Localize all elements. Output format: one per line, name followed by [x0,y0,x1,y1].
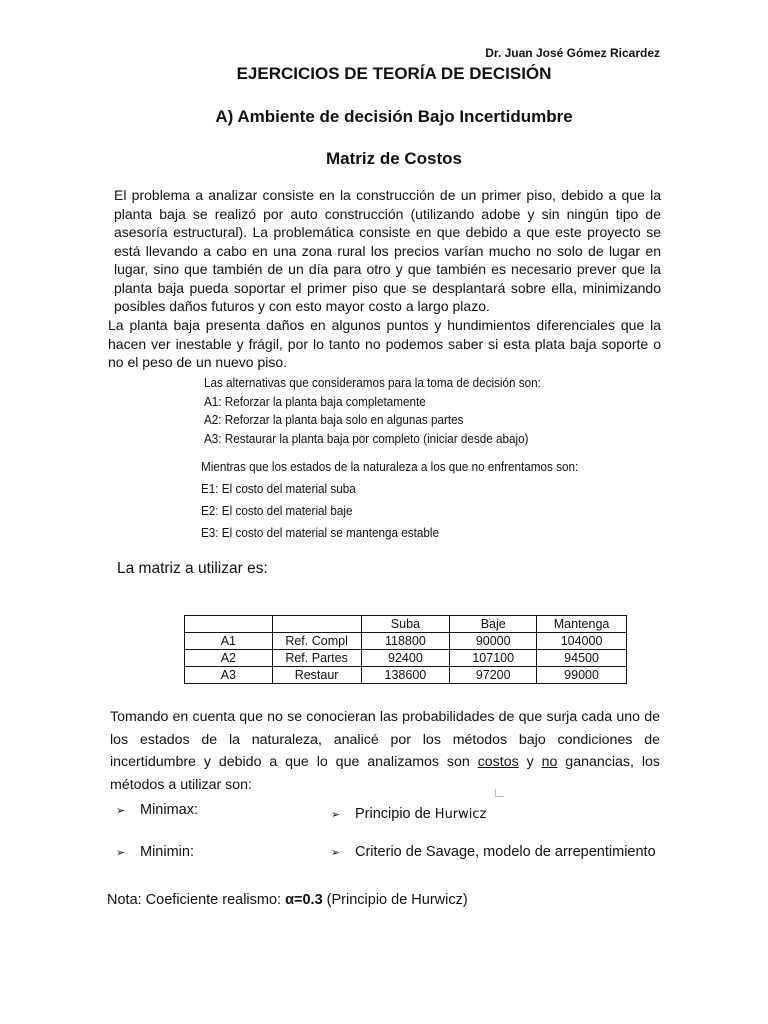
table-header-row [185,616,627,633]
method-label: Minimax: [140,802,199,818]
alternative-item: A3: Restaurar la planta baja por completo (iniciar desde abajo) [204,430,529,446]
document-title: EJERCICIOS DE TEORÍA DE DECISIÓN [236,64,552,83]
methods-paragraph [110,706,660,796]
hurwicz-prefix: Principio de [355,806,435,822]
costos-word: costos [477,754,519,770]
methods-text-part2: ganancias, los métodos a utilizar son: [110,754,660,793]
states-list [201,456,578,544]
alternative-item: A1: Reforzar la planta baja completamente [204,393,426,409]
arrow-bullet-icon: ➢ [116,846,126,859]
methods-text-y: y [518,754,542,770]
method-label [355,806,486,822]
states-intro: Mientras que los estados de la naturaleza a los que no enfrentamos son: [201,459,579,474]
table-row [185,650,627,667]
arrow-bullet-icon: ➢ [331,808,341,821]
alpha-value: α=0.3 [285,892,323,908]
realism-note [107,892,468,908]
problem-paragraph: El problema a analizar consiste en la construcción de un primer piso, debido a que la planta baja se realizó por auto construcción (utilizando adobe y sin ningún tipo de asesoría estructural). La problemática consiste en que debido a que este proyecto se está llevando a cabo en una zona rural los precios varían mucho no solo de lugar en lugar, sino que también de un día para otro y que también es necesario prever que la planta baja pueda soportar el primer piso que se desplantará sobre ella, minimizando posibles daños futuros y con esto mayor costo a largo plazo. [114,187,661,314]
no-word: no [541,754,558,770]
table-row [185,667,627,684]
table-cell: A2 [185,650,273,667]
method-savage [331,844,656,860]
header-cell: Baje [450,616,537,633]
header-cell [272,616,361,633]
table-cell: 97200 [450,667,537,684]
table-row [185,633,627,650]
arrow-bullet-icon: ➢ [116,804,126,817]
note-suffix: (Principio de Hurwicz) [322,892,468,908]
damage-paragraph: La planta baja presenta daños en algunos puntos y hundimientos diferenciales que la hacen ver inestable y frágil, por lo tanto no podemos saber si esta plata baja soporte o no el peso de un nuevo piso. [108,317,661,370]
table-cell: 99000 [537,667,627,684]
hurwicz-name: Hurwicz [434,807,487,822]
header-cell: Mantenga [537,616,627,633]
method-minimin [116,844,194,860]
alternative-item: A2: Reforzar la planta baja solo en algunas partes [204,412,464,428]
section-title: Matriz de Costos [325,149,463,168]
table-cell: Ref. Compl [272,633,361,650]
state-item: E3: El costo del material se mantenga estable [201,525,440,540]
method-label: Criterio de Savage, modelo de arrepentimiento [355,844,656,860]
table-cell: 92400 [361,650,450,667]
table-cell: A1 [185,633,273,650]
header-cell [185,616,273,633]
document-subtitle: A) Ambiente de decisión Bajo Incertidumbre [215,107,573,126]
method-label: Minimin: [140,844,194,860]
table-cell: 104000 [537,633,627,650]
table-cell: Ref. Partes [272,650,361,667]
author-name: Dr. Juan José Gómez Ricardez [485,46,660,60]
arrow-bullet-icon: ➢ [331,846,341,859]
header-cell: Suba [361,616,450,633]
table-cell: 118800 [361,633,450,650]
table-cell: Restaur [272,667,361,684]
state-item: E2: El costo del material baje [201,503,353,518]
method-minimax [116,802,198,818]
table-cell: 94500 [537,650,627,667]
table-cell: 90000 [450,633,537,650]
matrix-label: La matriz a utilizar es: [117,560,268,577]
table-cell: A3 [185,667,273,684]
table-cell: 138600 [361,667,450,684]
note-prefix: Nota: Coeficiente realismo: [107,892,286,908]
methods-text-part1: Tomando en cuenta que no se conocieran las probabilidades de que surja cada uno de los estados de la naturaleza, analicé por los métodos bajo condiciones de incertidumbre y debido a que lo que analizamos son [110,709,660,770]
state-item: E1: El costo del material suba [201,481,356,496]
cost-matrix-table [184,615,627,684]
alternatives-list [204,374,541,448]
alternatives-intro: Las alternativas que consideramos para la toma de decisión son: [204,375,541,390]
method-hurwicz [331,806,486,822]
table-cell: 107100 [450,650,537,667]
corner-mark [495,789,503,797]
